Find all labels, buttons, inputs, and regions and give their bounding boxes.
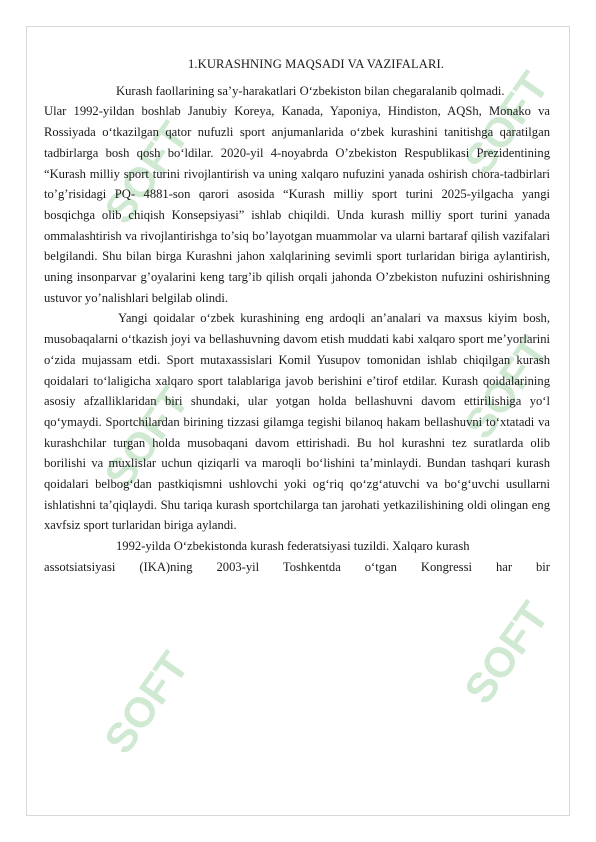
watermark-logo: SOFT (455, 63, 558, 182)
paragraph-1: Ular 1992-yildan boshlab Janubiy Koreya, Kanada, Yaponiya, Hindiston, AQSh, Monako va Rossiyada o‘tkazilgan qator nufuzli sport anjumanlarida o‘zbek kurashini tanitishga qaratilgan tadbirlarga bosh qosh bo‘ldilar. 2020-yil 4-noyabrda O’zbekiston Respublikasi Prezidentining “Kurash milliy sport turini rivojlantirish va uning xalqaro nufuzini yanada oshirish chora-tadbirlari to’g’risidagi PQ- 4881-son qarori asosida “Kurash milliy sport turini 2025-yilgacha yangi bosqichga olib chiqish Konsepsiyasi” ishlab chiqildi. Unda kurash milliy sport turini yanada ommalashtirish va rivojlantirishga to’siq bo’layotgan muammolar va ularni bartaraf qilish vazifalari belgilandi. Shu bilan birga Kurashni jahon xalqlarining sevimli sport turlaridan biriga aylantirish, uning insonparvar g’oyalarini keng targ’ib qilish orqali jahonda O’zbekiston nufuzini oshirishning ustuvor yo’nalishlari belgilab olindi. (44, 104, 550, 305)
paragraph-2: Yangi qoidalar o‘zbek kurashining eng ardoqli an’analari va maxsus kiyim bosh, musobaqalarni o‘tkazish joyi va bellashuvning davom etish muddati kabi xalqaro sport me’yorlarini o‘zida mujassam etdi. Sport mutaxassislari Komil Yusupov tomonidan ishlab chiqilgan kurash qoidalari to‘laligicha xalqaro sport talablariga javob berishini e’tirof etdilar. Kurash qoidalarining asosiy afzalliklaridan biri shundaki, ular yotgan holda bellashuvni davom ettirilishiga yo‘l qo‘ymaydi. Sportchilardan birining tizzasi gilamga tegishi bilanoq hakam bellashuvni to‘xtatadi va kurashchilar turgan holda musobaqani davom ettirishadi. Bu hol kurashni tez suratlarda olib borilishi va muxlislar uchun qiziqarli va maroqli bo‘lishini ta’minlaydi. Bundan tashqari kurash qoidalari belbog‘dan pastkiqismni ushlovchi yoki og‘riq qo‘zg‘atuvchi va bo‘g‘uvchi usullarni ishlatishni ta’qiqlaydi. Shu tariqa kurash sportchilarga tan jarohati yetkazilishining oldi olingan eng xavfsiz sport turlaridan biriga aylandi. (44, 311, 550, 533)
watermark-logo: SOFT (95, 643, 198, 762)
watermark-logo: SOFT (455, 328, 558, 447)
watermark-logo: SOFT (95, 113, 198, 232)
paragraph-3: assotsiatsiyasi (IKA)ning 2003-yil Toshkentda o‘tgan Kongressi har bir (44, 559, 550, 574)
paragraph-3-lead: 1992-yilda O‘zbekistonda kurash federatsiyasi tuzildi. Xalqaro kurash (116, 539, 470, 554)
watermark-logo: SOFT (455, 593, 558, 712)
paragraph-1-lead: Kurash faollarining sa’y-harakatlari O‘zbekiston bilan chegaralanib qolmadi. (116, 83, 505, 98)
watermark-logo: SOFT (95, 378, 198, 497)
document-body (44, 54, 550, 578)
section-title: 1.KURASHNING MAQSADI VA VAZIFALARI. (188, 57, 444, 71)
